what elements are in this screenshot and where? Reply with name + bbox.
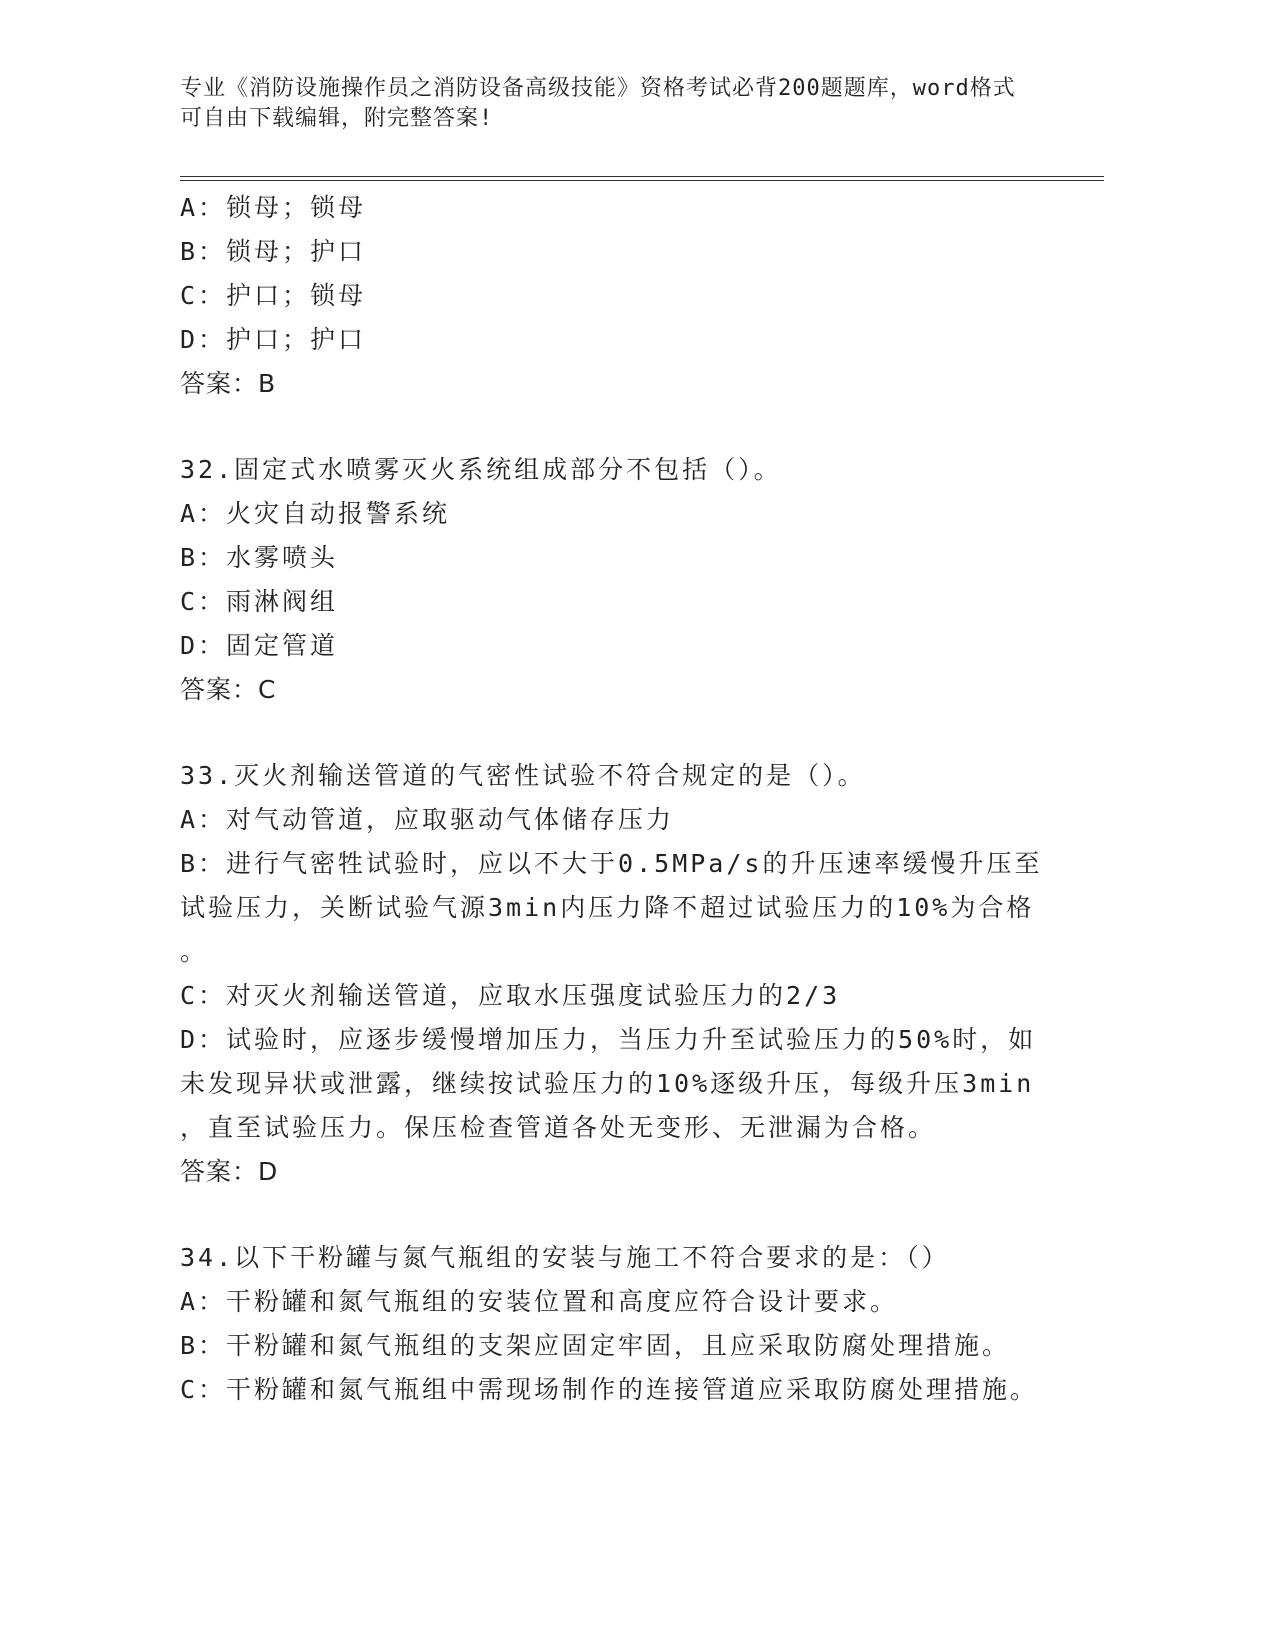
option-d: D：固定管道 — [180, 631, 339, 660]
question-33 — [180, 754, 1043, 1194]
spacer — [180, 406, 1040, 448]
option-c: C：干粉罐和氮气瓶组中需现场制作的连接管道应采取防腐处理措施。 — [180, 1375, 1039, 1404]
option-b: B：干粉罐和氮气瓶组的支架应固定牢固，且应采取防腐处理措施。 — [180, 1331, 1011, 1360]
option-d-line-2: 未发现异状或泄露，继续按试验压力的10%逐级升压，每级升压3min — [180, 1069, 1035, 1098]
option-b-line-2: 试验压力，关断试验气源3min内压力降不超过试验压力的10%为合格 — [180, 893, 1035, 922]
option-d-line-3: ，直至试验压力。保压检查管道各处无变形、无泄漏为合格。 — [180, 1113, 937, 1142]
header-divider — [180, 176, 1104, 181]
answer-line: 答案：C — [180, 675, 277, 704]
question-34 — [180, 1236, 1040, 1412]
option-a: A：锁母；锁母 — [180, 193, 367, 222]
option-a: A：对气动管道，应取驱动气体储存压力 — [180, 805, 675, 834]
question-32 — [180, 448, 1040, 712]
option-c: C：护口；锁母 — [180, 281, 367, 310]
document-body — [180, 186, 1043, 1412]
question-text: 33.灭火剂输送管道的气密性试验不符合规定的是（）。 — [180, 761, 866, 790]
option-b: B：水雾喷头 — [180, 543, 339, 572]
option-b-line-3: 。 — [180, 937, 209, 966]
document-header: 专业《消防设施操作员之消防设备高级技能》资格考试必背200题题库，word格式可自由下载编辑，附完整答案! — [180, 76, 1016, 131]
answer-line: 答案：D — [180, 1157, 279, 1186]
question-text: 32.固定式水喷雾灭火系统组成部分不包括（）。 — [180, 455, 782, 484]
option-a: A：干粉罐和氮气瓶组的安装位置和高度应符合设计要求。 — [180, 1287, 899, 1316]
question-text: 34.以下干粉罐与氮气瓶组的安装与施工不符合要求的是：（） — [180, 1243, 950, 1272]
option-c: C：雨淋阀组 — [180, 587, 339, 616]
question-31 — [180, 186, 1040, 406]
option-b: B：锁母；护口 — [180, 237, 367, 266]
answer-line: 答案：B — [180, 369, 277, 398]
option-d: D：护口；护口 — [180, 325, 367, 354]
option-b-line-1: B：进行气密牲试验时，应以不大于0.5MPa/s的升压速率缓慢升压至 — [180, 849, 1043, 878]
option-d-line-1: D：试验时，应逐步缓慢增加压力，当压力升至试验压力的50%时，如 — [180, 1025, 1037, 1054]
spacer — [180, 712, 1040, 754]
spacer — [180, 1194, 1040, 1236]
option-c: C：对灭火剂输送管道，应取水压强度试验压力的2/3 — [180, 981, 841, 1010]
option-a: A：火灾自动报警系统 — [180, 499, 451, 528]
